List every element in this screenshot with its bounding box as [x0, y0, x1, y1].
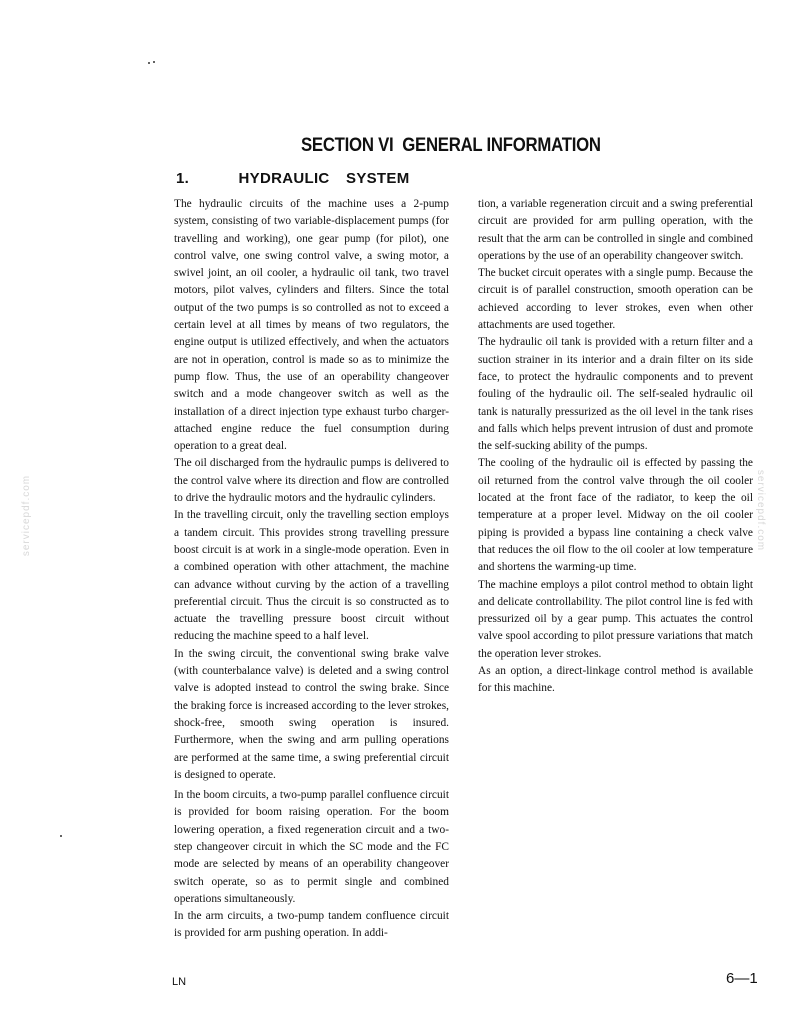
paragraph: The oil discharged from the hydraulic pumps is delivered to the control valve where its direction and flow are controlled to drive the hydraulic motors and the hydraulic cylinders.	[174, 457, 449, 505]
scan-speck	[60, 835, 62, 837]
paragraph: The cooling of the hydraulic oil is effected by passing the oil returned from the control valve through the oil cooler located at the front face of the radiator, to keep the oil temperature at a proper level. Midway on the oil cooler piping is provided a bypass line containing a check valve that reduces the oil flow to the oil cooler at low temperature and shortens the warming-up time.	[478, 457, 753, 574]
scan-speck	[153, 61, 155, 63]
paragraph: The bucket circuit operates with a single pump. Because the circuit is of parallel construction, smooth operation can be achieved according to lever strokes, even when other attachments are used together.	[478, 267, 753, 332]
paragraph: In the boom circuits, a two-pump parallel confluence circuit is provided for boom raising operation. For the boom lowering operation, a fixed regeneration circuit and a two-step changeover circuit in which the SC mode and the FC mode are selected by means of an operability changeover switch operate, so as to permit single and combined operations simultaneously.	[174, 789, 449, 905]
scan-speck	[148, 62, 150, 64]
paragraph: tion, a variable regeneration circuit and a swing preferential circuit are provided for arm pulling operation, with the result that the arm can be controlled in single and combined operations by the use of an operability changeover switch.	[478, 198, 753, 262]
paragraph: In the arm circuits, a two-pump tandem confluence circuit is provided for arm pushing operation. In addi-	[174, 910, 449, 940]
section-title: SECTION VI GENERAL INFORMATION	[300, 134, 601, 156]
paragraph: As an option, a direct-linkage control method is available for this machine.	[478, 665, 753, 695]
section-heading: 1. HYDRAULIC SYSTEM	[176, 170, 410, 187]
left-column	[174, 196, 449, 943]
watermark-left: servicepdf.com	[21, 474, 33, 557]
paragraph: The machine employs a pilot control method to obtain light and delicate controllability. The pilot control line is fed with pressurized oil by a gear pump. This actuates the control valve spool according to pilot pressure variations that match the operation lever strokes.	[478, 578, 753, 660]
paragraph: The hydraulic circuits of the machine uses a 2-pump system, consisting of two variable-displacement pumps (for travelling and working), one gear pump (for pilot), one control valve, one swing control valve, a swing motor, a swivel joint, an oil cooler, a hydraulic oil tank, two travel motors, pilot valves, cylinders and filters. Since the total output of the two pumps is so controlled as not to exceed a certain level at all times by means of two regulators, the engine output is utilized effectively, and when the actuators are not in operation, control is made so as to minimize the pump flow. Thus, the use of an operability changeover switch and a mode changeover switch as well as the installation of a direct injection type exhaust turbo charger-attached engine reduce the fuel consumption during operation to a great deal.	[174, 198, 449, 453]
watermark-right: servicepdf.com	[755, 469, 767, 552]
paragraph: In the swing circuit, the conventional swing brake valve (with counterbalance valve) is deleted and a swing control valve is adopted instead to control the swing brake. Since the braking force is increased according to the lever strokes, shock-free, smooth swing operation is insured. Furthermore, when the swing and arm pulling operations are performed at the same time, a swing preferential circuit is designed to operate.	[174, 647, 449, 781]
footer-code: LN	[172, 976, 187, 988]
paragraph: In the travelling circuit, only the travelling section employs a tandem circuit. This provides strong travelling pressure boost circuit is at work in a single-mode operation. Even in a combined operation with other attachment, the machine can advance without curving by the action of a travelling preferential circuit. Thus the circuit is so constructed as to actuate the travelling pressure boost circuit without reducing the machine speed to a half level.	[174, 509, 449, 643]
paragraph: The hydraulic oil tank is provided with a return filter and a suction strainer in its interior and a drain filter on its side face, to protect the hydraulic components and to prevent fouling of the hydraulic oil. The self-sealed hydraulic oil tank is naturally pressurized as the oil level in the tank rises and falls which helps prevent intrusion of dust and promote the self-sucking ability of the pumps.	[478, 336, 753, 453]
right-column	[478, 196, 753, 698]
page-number: 6—1	[726, 970, 758, 987]
